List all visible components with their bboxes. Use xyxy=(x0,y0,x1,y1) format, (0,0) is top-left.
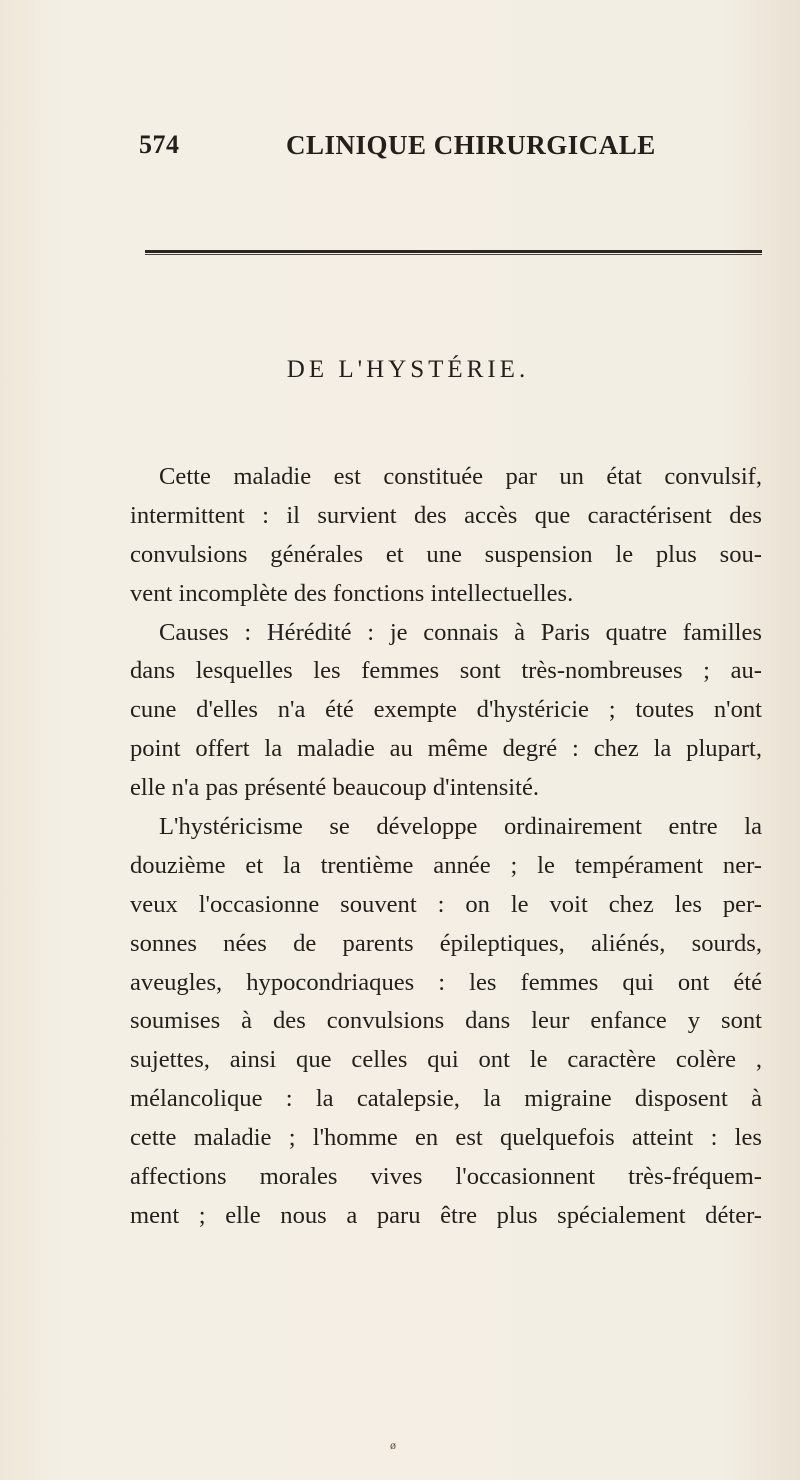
text-line: Causes : Hérédité : je connais à Paris quatre familles xyxy=(159,618,762,646)
page-number: 574 xyxy=(139,130,180,159)
text-line: elle n'a pas présenté beaucoup d'intensité. xyxy=(130,774,540,802)
text-line: sujettes, ainsi que celles qui ont le caractère colère , xyxy=(130,1046,762,1074)
text-line: point offert la maladie au même degré : chez la plupart, xyxy=(130,735,762,763)
page-header xyxy=(0,130,800,170)
text-line: convulsions générales et une suspension le plus sou- xyxy=(130,540,762,568)
text-line: douzième et la trentième année ; le tempérament ner- xyxy=(130,851,762,879)
body-text xyxy=(130,458,762,1236)
chapter-title: DE L'HYSTÉRIE. xyxy=(286,356,530,383)
text-line: Cette maladie est constituée par un état convulsif, xyxy=(159,463,762,490)
text-line: veux l'occasionne souvent : on le voit chez les per- xyxy=(130,890,762,918)
text-line: dans lesquelles les femmes sont très-nombreuses ; au- xyxy=(130,657,762,685)
text-line: intermittent : il survient des accès que caractérisent des xyxy=(130,501,762,529)
text-line: mélancolique : la catalepsie, la migraine disposent à xyxy=(130,1085,762,1113)
text-line: cette maladie ; l'homme en est quelquefois atteint : les xyxy=(130,1124,762,1152)
text-line: sonnes nées de parents épileptiques, aliénés, sourds, xyxy=(130,929,762,957)
text-line: affections morales vives l'occasionnent très-fréquem- xyxy=(130,1163,762,1191)
header-rule xyxy=(145,250,762,255)
text-line: soumises à des convulsions dans leur enfance y sont xyxy=(130,1007,762,1035)
text-line: aveugles, hypocondriaques : les femmes qui ont été xyxy=(130,968,762,996)
text-line: vent incomplète des fonctions intellectuelles. xyxy=(130,579,574,607)
running-head: CLINIQUE CHIRURGICALE xyxy=(286,130,656,160)
ink-mark: ø xyxy=(390,1438,396,1452)
text-line: cune d'elles n'a été exempte d'hystéricie ; toutes n'ont xyxy=(130,696,762,724)
text-line: ment ; elle nous a paru être plus spécialement déter- xyxy=(130,1201,762,1229)
text-line: L'hystéricisme se développe ordinairement entre la xyxy=(159,813,762,841)
